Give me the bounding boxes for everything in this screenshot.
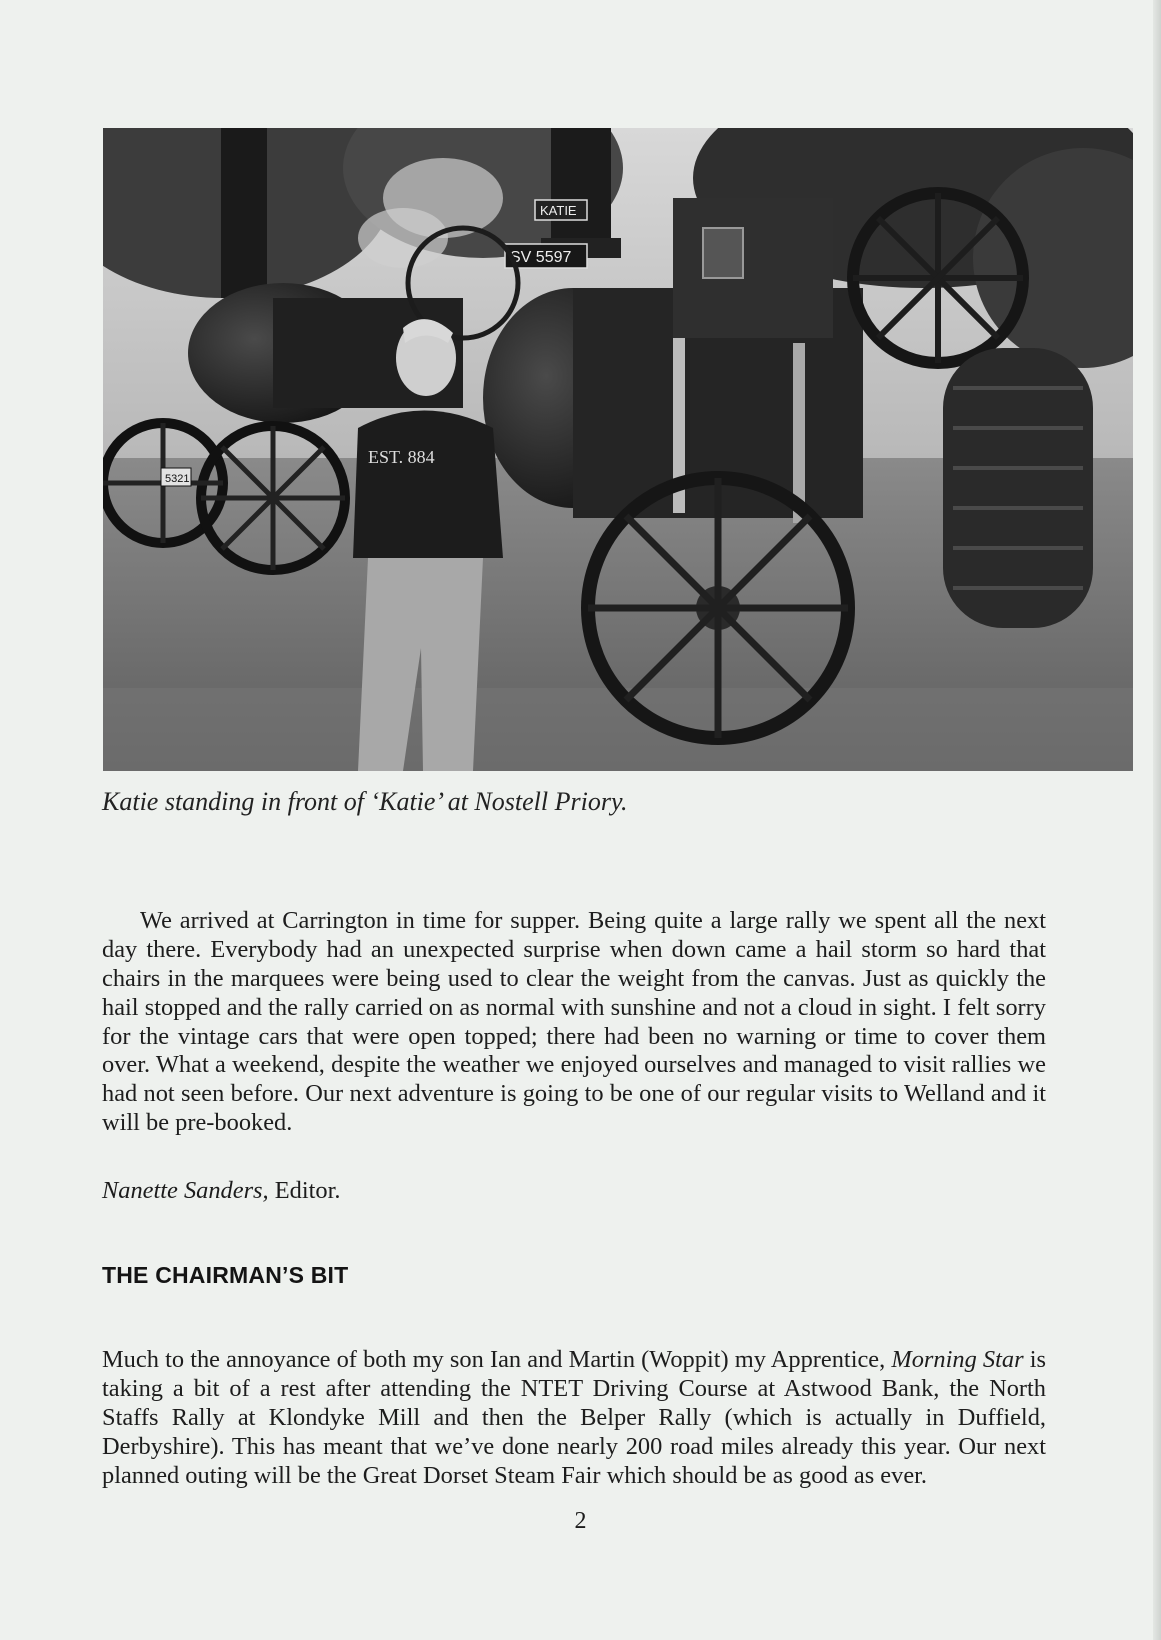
page-edge xyxy=(1153,0,1161,1640)
editor-paragraph: We arrived at Carrington in time for supper. Being quite a large rally we spent all the next day there. Everybody had an unexpected surprise when down came a hail storm so hard that chairs in the marquees were being used to clear the weight from the canvas. Just as quickly the hail stopped and the rally carried on as normal with sunshine and not a cloud in sight. I felt sorry for the vintage cars that were open topped; there had been no warning or time to cover them over. What a weekend, despite the weather we enjoyed ourselves and managed to visit rallies we had not seen before. Our next adventure is going to be one of our regular visits to Welland and it will be pre-booked. xyxy=(102,907,1046,1136)
chairman-paragraph-rest: is taking a bit of a rest after attending the NTET Driving Course at Astwood Bank, the North Staffs Rally at Klondyke Mill and then the Belper Rally (which is actually in Duffield, Derbyshire). This has meant that we’ve done nearly 200 road miles already this year. Our next planned outing will be the Great Dorset Steam Fair which should be as good as ever. xyxy=(102,1346,1047,1489)
editor-signature xyxy=(102,1176,340,1206)
engine-name: Morning Star xyxy=(891,1346,1024,1374)
photo-caption: Katie standing in front of ‘Katie’ at Nostell Priory. xyxy=(102,787,628,816)
small-plate-text: 5321 xyxy=(165,473,190,485)
page-number: 2 xyxy=(574,1508,587,1534)
engine-name-plate: KATIE xyxy=(540,203,577,218)
jacket-lettering: EST. 884 xyxy=(368,447,435,467)
chairman-paragraph-start: Much to the annoyance of both my son Ian and Martin (Woppit) my Apprentice, xyxy=(102,1346,892,1374)
section-heading: THE CHAIRMAN’S BIT xyxy=(102,1262,349,1288)
chairman-paragraph xyxy=(102,1346,1046,1490)
engine-registration-plate: SV 5597 xyxy=(510,249,572,266)
editor-role: Editor. xyxy=(268,1177,341,1204)
traction-engine-photo xyxy=(103,128,1133,771)
editor-name: Nanette Sanders, xyxy=(102,1177,269,1204)
